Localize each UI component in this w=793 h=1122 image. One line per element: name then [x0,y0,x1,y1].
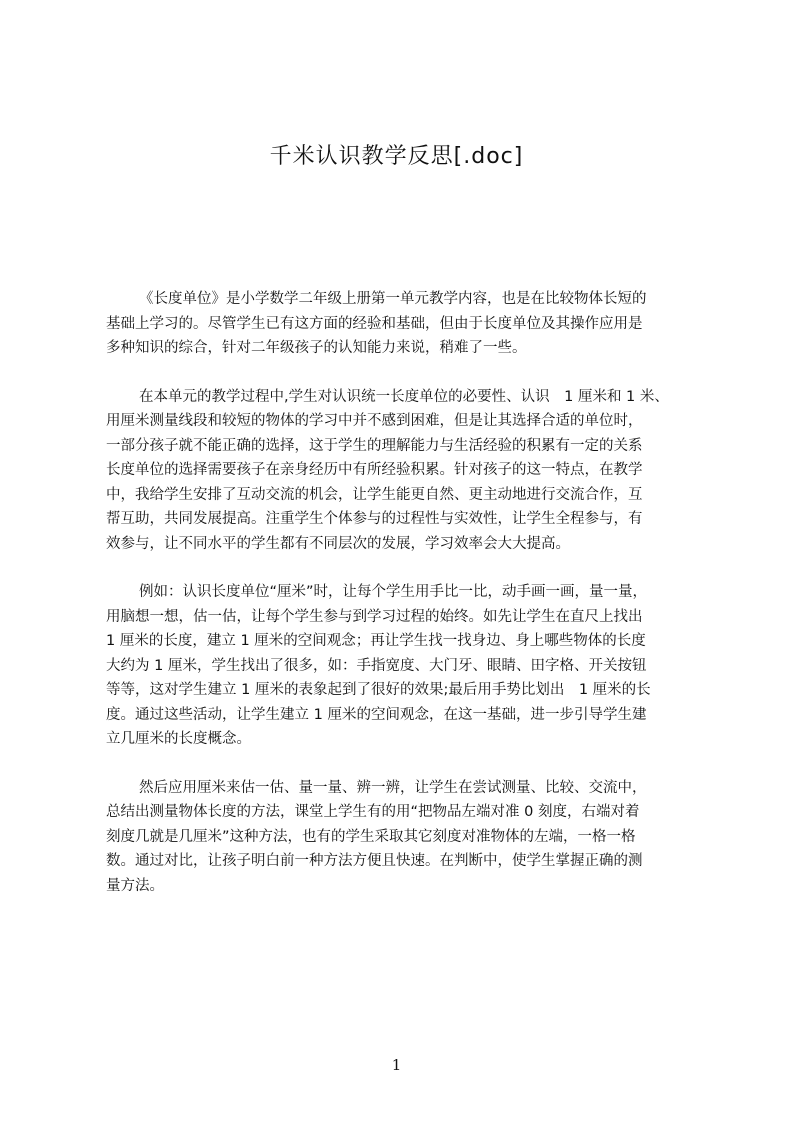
document-title: 千米认识教学反思[.doc] [269,144,524,169]
text-line: 用脑想一想，估一估，让每个学生参与到学习过程的始终。如先让学生在直尺上找出 [106,608,643,625]
text-line: 总结出测量物体长度的方法，课堂上学生有的用“把物品左端对准 0 刻度，右端对着 [106,804,640,820]
text-line: 量方法。 [106,877,164,894]
text-line: 立几厘米的长度概念。 [106,731,251,747]
paragraph-3 [106,580,701,752]
text-line: 等等，这对学生建立 1 厘米的表象起到了很好的效果;最后用手势比划出 1 厘米的长 [106,682,651,698]
text-line: 在本单元的教学过程中,学生对认识统一长度单位的必要性、认识 1 厘米和 1 米、 [139,388,669,405]
paragraph-1 [106,287,701,361]
text-line: 1 厘米的长度，建立 1 厘米的空间观念；再让学生找一找身边、身上哪些物体的长度 [106,633,646,649]
text-line: 长度单位的选择需要孩子在亲身经历中有所经验积累。针对孩子的这一特点，在教学 [106,462,643,478]
paragraph-4 [106,776,701,899]
text-line: 帮互助，共同发展提高。注重学生个体参与的过程性与实效性，让学生全程参与，有 [106,511,643,527]
paragraph-2 [106,385,701,557]
text-line: 中，我给学生安排了互动交流的机会，让学生能更自然、更主动地进行交流合作，互 [106,486,643,503]
text-line: 然后应用厘米来估一估、量一量、辨一辨，让学生在尝试测量、比较、交流中， [139,779,647,796]
text-line: 基础上学习的。尽管学生已有这方面的经验和基础，但由于长度单位及其操作应用是 [106,315,643,332]
text-line: 效参与，让不同水平的学生都有不同层次的发展，学习效率会大大提高。 [106,535,570,552]
document-body [106,287,701,898]
text-line: 大约为 1 厘米，学生找出了很多，如：手指宽度、大门牙、眼睛、田字格、开关按钮 [106,657,647,674]
text-line: 例如：认识长度单位“厘米”时，让每个学生用手比一比，动手画一画，量一量， [139,584,648,600]
text-line: 刻度几就是几厘米”这种方法，也有的学生采取其它刻度对准物体的左端，一格一格 [106,828,636,845]
text-line: 数。通过对比，让孩子明白前一种方法方便且快速。在判断中，使学生掌握正确的测 [106,853,643,869]
text-line: 多种知识的综合，针对二年级孩子的认知能力来说，稍难了一些。 [106,340,527,356]
text-line: 一部分孩子就不能正确的选择，这于学生的理解能力与生活经验的积累有一定的关系 [106,437,643,454]
page-number: 1 [391,1056,402,1074]
text-line: 度。通过这些活动，让学生建立 1 厘米的空间观念，在这一基础，进一步引导学生建 [106,706,647,723]
text-line: 用厘米测量线段和较短的物体的学习中并不感到困难，但是让其选择合适的单位时， [106,413,643,429]
text-line: 《长度单位》是小学数学二年级上册第一单元教学内容，也是在比较物体长短的 [139,291,647,307]
